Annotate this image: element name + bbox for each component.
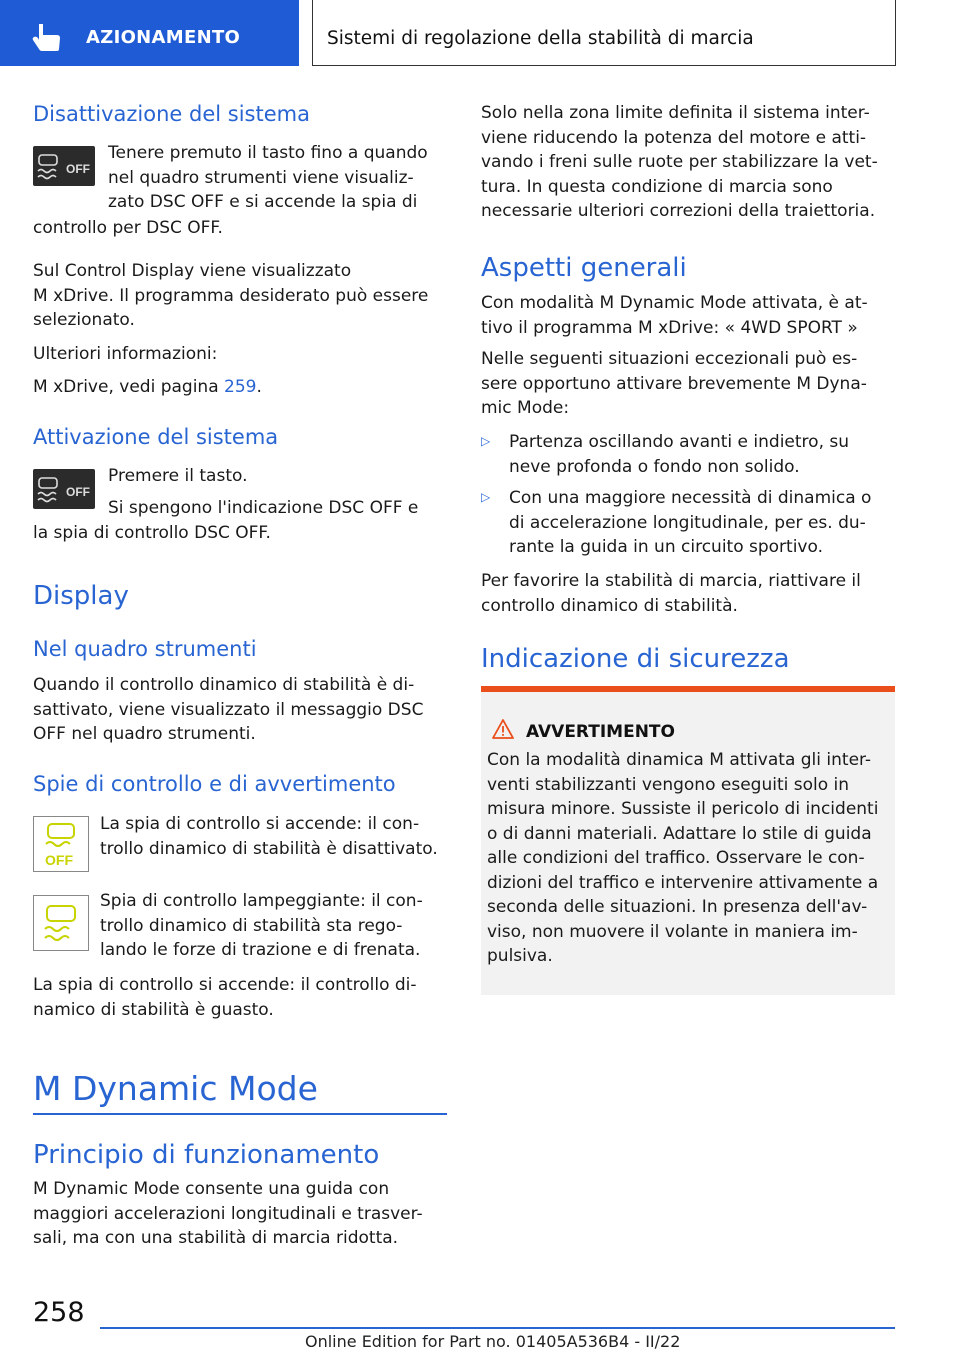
general-paragraph: Con modalità M Dynamic Mode attivata, è at- tivo il programma M xDrive: « 4WD SPORT » <box>481 293 868 338</box>
xdrive-reference: M xDrive, vedi pagina 259. <box>33 377 262 397</box>
lamp-off-text: OFF <box>45 852 73 868</box>
chapter-header <box>312 0 896 66</box>
dsc-off-lamp-icon <box>33 816 89 872</box>
footer-rule <box>100 1327 895 1329</box>
dsc-car-icon <box>33 469 95 509</box>
off-icon-text: OFF <box>66 485 90 499</box>
heading-deactivation: Disattivazione del sistema <box>33 102 310 126</box>
deact-text: Tenere premuto il tasto fino a quando nel quadro strumenti viene visualiz- zato DSC OFF e si accende la spia di <box>108 143 428 212</box>
act-line-1: Premere il tasto. <box>108 466 248 486</box>
lamp-fault-text: La spia di controllo si accende: il controllo di- namico di stabilità è guasto. <box>33 975 417 1020</box>
heading-lamps: Spie di controllo e di avvertimento <box>33 772 396 796</box>
dsc-off-button-icon <box>33 146 95 186</box>
lamp2-text: Spia di controllo lampeggiante: il con- trollo dinamico di stabilità sta rego- lando le forze di trazione e di frenata. <box>100 891 423 960</box>
heading-activation: Attivazione del sistema <box>33 425 279 449</box>
bullet-item-1: Partenza oscillando avanti e indietro, su neve profonda o fondo non solido. <box>509 432 850 477</box>
heading-general: Aspetti generali <box>481 253 687 283</box>
section-tab <box>0 0 299 66</box>
lamp1-text: La spia di controllo si accende: il con- trollo dinamico di stabilità è disattivato. <box>100 814 438 859</box>
page-link-259[interactable]: 259 <box>224 377 257 397</box>
chapter-title: Sistemi di regolazione della stabilità di marcia <box>327 28 754 49</box>
intro-paragraph: Solo nella zona limite definita il sistema inter- viene riducendo la potenza del motore e atti- vando i freni sulle ruote per stabilizzare la vet- tura. In questa condizione di marcia sono necessarie ulteriori correzioni della traiettoria. <box>481 103 878 221</box>
situations-paragraph: Nelle seguenti situazioni eccezionali può es- sere opportuno attivare brevemente M Dyna- mic Mode: <box>481 349 867 418</box>
heading-safety: Indicazione di sicurezza <box>481 644 790 674</box>
display-paragraph: Sul Control Display viene visualizzato M xDrive. Il programma desiderato può essere selezionato. <box>33 261 429 330</box>
bullet-item-2: Con una maggiore necessità di dinamica o di accelerazione longitudinale, per es. du- rante la guida in un circuito sportivo. <box>509 488 872 557</box>
bullet-arrow-icon: ▷ <box>481 434 491 448</box>
heading-principle: Principio di funzionamento <box>33 1140 380 1170</box>
cluster-paragraph: Quando il controllo dinamico di stabilità è di- sattivato, viene visualizzato il messaggio DSC OFF nel quadro strumenti. <box>33 675 424 744</box>
warning-text: Con la modalità dinamica M attivata gli inter- venti stabilizzanti vengono eseguiti solo in misura minore. Sussiste il pericolo di incidenti o di danni materiali. Adattare lo stile di guida alle condizioni del traffico. Osservare le con- dizioni del traffico e intervenire attivamente a seconda delle situazioni. In presenza dell'av- viso, non muovere il volante in maniera im- pulsiva. <box>487 750 879 966</box>
heading-cluster: Nel quadro strumenti <box>33 637 257 661</box>
reactivate-paragraph: Per favorire la stabilità di marcia, riattivare il controllo dinamico di stabilità. <box>481 571 861 616</box>
hand-icon <box>30 22 64 52</box>
act-line-2: Si spengono l'indicazione DSC OFF e <box>108 498 419 518</box>
bullet-arrow-icon: ▷ <box>481 490 491 504</box>
dsc-active-lamp-icon <box>33 895 89 951</box>
off-icon-text: OFF <box>66 162 90 176</box>
page-number: 258 <box>33 1297 85 1328</box>
section-label: AZIONAMENTO <box>86 27 241 48</box>
warning-box <box>481 686 895 995</box>
more-info-label: Ulteriori informazioni: <box>33 344 218 364</box>
dsc-off-button-icon-2 <box>33 469 95 509</box>
heading-m-dynamic-mode: M Dynamic Mode <box>33 1069 318 1108</box>
edition-footer: Online Edition for Part no. 01405A536B4 - II/22 <box>305 1332 681 1351</box>
dsc-car-icon <box>33 146 95 186</box>
warning-title: AVVERTIMENTO <box>526 722 675 742</box>
heading-underline <box>33 1113 447 1115</box>
principle-paragraph: M Dynamic Mode consente una guida con maggiori accelerazioni longitudinali e trasver- sali, ma con una stabilità di marcia ridotta. <box>33 1179 423 1248</box>
deact-text-end: controllo per DSC OFF. <box>33 218 223 238</box>
warning-triangle-icon <box>492 719 514 739</box>
heading-display: Display <box>33 581 129 611</box>
act-line-3: la spia di controllo DSC OFF. <box>33 523 271 543</box>
